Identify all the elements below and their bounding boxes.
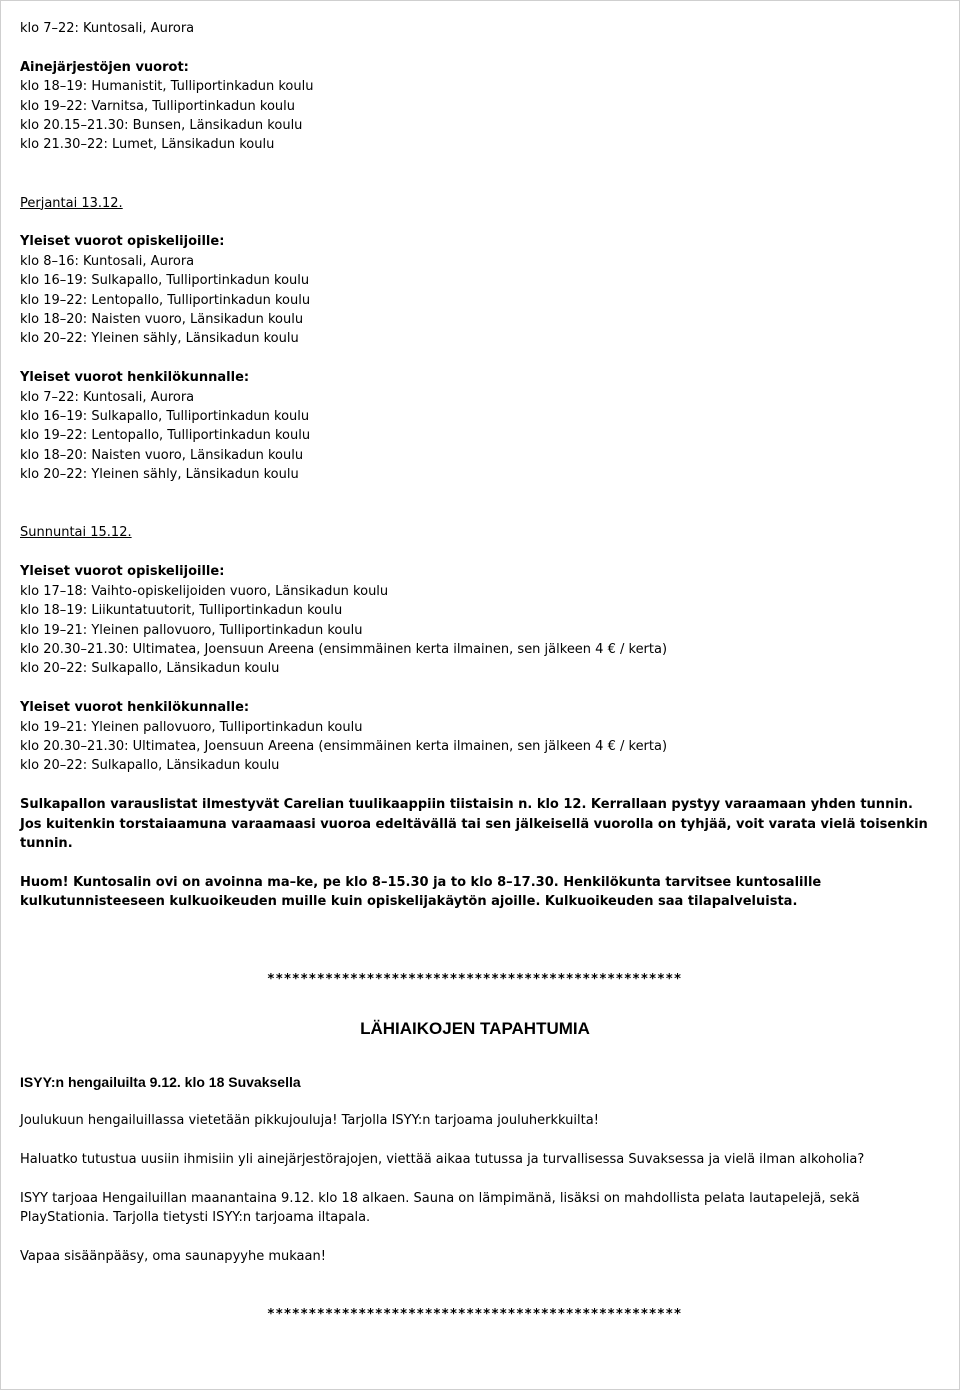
schedule-line: klo 20.15–21.30: Bunsen, Länsikadun koulu — [20, 118, 303, 134]
schedule-line: klo 19–21: Yleinen pallovuoro, Tulliportinkadun koulu — [20, 622, 363, 638]
schedule-line: klo 16–19: Sulkapallo, Tulliportinkadun koulu — [20, 273, 310, 289]
schedule-line: klo 18–19: Humanistit, Tulliportinkadun koulu — [20, 79, 314, 95]
section-heading-staff: Yleiset vuorot henkilökunnalle: — [20, 370, 250, 386]
schedule-line: klo 20–22: Sulkapallo, Länsikadun koulu — [20, 758, 280, 774]
badminton-notice: Sulkapallon varauslistat ilmestyvät Carelian tuulikaappiin tiistaisin n. klo 12. Kerrallaan pystyy varaamaan yhden tunnin. Jos kuitenkin torstaiaamuna varaamaasi vuoroa edeltävällä tai sen jälkeisellä vuorolla on tyhjää, voit varata vielä toisenkin tunnin. — [20, 797, 928, 851]
schedule-line: klo 20.30–21.30: Ultimatea, Joensuun Areena (ensimmäinen kerta ilmainen, sen jälkeen 4 € / kerta) — [20, 738, 668, 754]
document-page — [20, 19, 930, 1324]
day-title-sunday: Sunnuntai 15.12. — [20, 525, 132, 541]
section-heading-students: Yleiset vuorot opiskelijoille: — [20, 234, 225, 250]
divider-stars: ************************************************** — [267, 971, 683, 987]
section-heading-subject-associations: Ainejärjestöjen vuorot: — [20, 59, 189, 75]
event-paragraph: Vapaa sisäänpääsy, oma saunapyyhe mukaan! — [20, 1249, 326, 1265]
schedule-line: klo 16–19: Sulkapallo, Tulliportinkadun koulu — [20, 409, 310, 425]
divider-stars: ************************************************** — [267, 1306, 683, 1322]
gym-notice: Huom! Kuntosalin ovi on avoinna ma–ke, pe klo 8–15.30 ja to klo 8–17.30. Henkilökunta tarvitsee kuntosalille kulkutunnisteeseen kulkuoikeuden muille kuin opiskelijakäytön ajoille. Kulkuoikeuden saa tilapalveluista. — [20, 874, 822, 910]
event-paragraph: Haluatko tutustua uusiin ihmisiin yli ainejärjestörajojen, viettää aikaa tutussa ja turvallisessa Suvaksessa ja vielä ilman alkoholia? — [20, 1152, 865, 1168]
schedule-line: klo 20.30–21.30: Ultimatea, Joensuun Areena (ensimmäinen kerta ilmainen, sen jälkeen 4 € / kerta) — [20, 641, 668, 657]
schedule-line: klo 19–22: Varnitsa, Tulliportinkadun koulu — [20, 98, 296, 114]
events-heading: LÄHIAIKOJEN TAPAHTUMIA — [360, 1018, 590, 1038]
schedule-line: klo 18–20: Naisten vuoro, Länsikadun koulu — [20, 312, 304, 328]
event-paragraph: ISYY tarjoaa Hengailuillan maanantaina 9.12. klo 18 alkaen. Sauna on lämpimänä, lisäksi on mahdollista pelata lautapelejä, sekä PlayStationia. Tarjolla tietysti ISYY:n tarjoama iltapala. — [20, 1190, 860, 1226]
schedule-line: klo 18–20: Naisten vuoro, Länsikadun koulu — [20, 447, 304, 463]
day-title-friday: Perjantai 13.12. — [20, 195, 123, 211]
section-heading-staff: Yleiset vuorot henkilökunnalle: — [20, 700, 250, 716]
schedule-line: klo 19–22: Lentopallo, Tulliportinkadun koulu — [20, 428, 311, 444]
schedule-line: klo 20–22: Sulkapallo, Länsikadun koulu — [20, 661, 280, 677]
event-paragraph: Joulukuun hengailuillassa vietetään pikkujouluja! Tarjolla ISYY:n tarjoama jouluherkkuilta! — [20, 1113, 599, 1129]
schedule-line: klo 8–16: Kuntosali, Aurora — [20, 253, 195, 269]
schedule-line: klo 19–22: Lentopallo, Tulliportinkadun koulu — [20, 292, 311, 308]
schedule-line: klo 20–22: Yleinen sähly, Länsikadun koulu — [20, 331, 299, 347]
schedule-line: klo 7–22: Kuntosali, Aurora — [20, 389, 195, 405]
schedule-line: klo 20–22: Yleinen sähly, Länsikadun koulu — [20, 467, 299, 483]
schedule-line: klo 18–19: Liikuntatuutorit, Tulliportinkadun koulu — [20, 603, 343, 619]
event-title: ISYY:n hengailuilta 9.12. klo 18 Suvaksella — [20, 1073, 301, 1090]
schedule-line: klo 19–21: Yleinen pallovuoro, Tulliportinkadun koulu — [20, 719, 363, 735]
section-heading-students: Yleiset vuorot opiskelijoille: — [20, 564, 225, 580]
schedule-line: klo 7–22: Kuntosali, Aurora — [20, 21, 195, 36]
schedule-line: klo 21.30–22: Lumet, Länsikadun koulu — [20, 137, 275, 153]
schedule-line: klo 17–18: Vaihto-opiskelijoiden vuoro, Länsikadun koulu — [20, 583, 389, 599]
